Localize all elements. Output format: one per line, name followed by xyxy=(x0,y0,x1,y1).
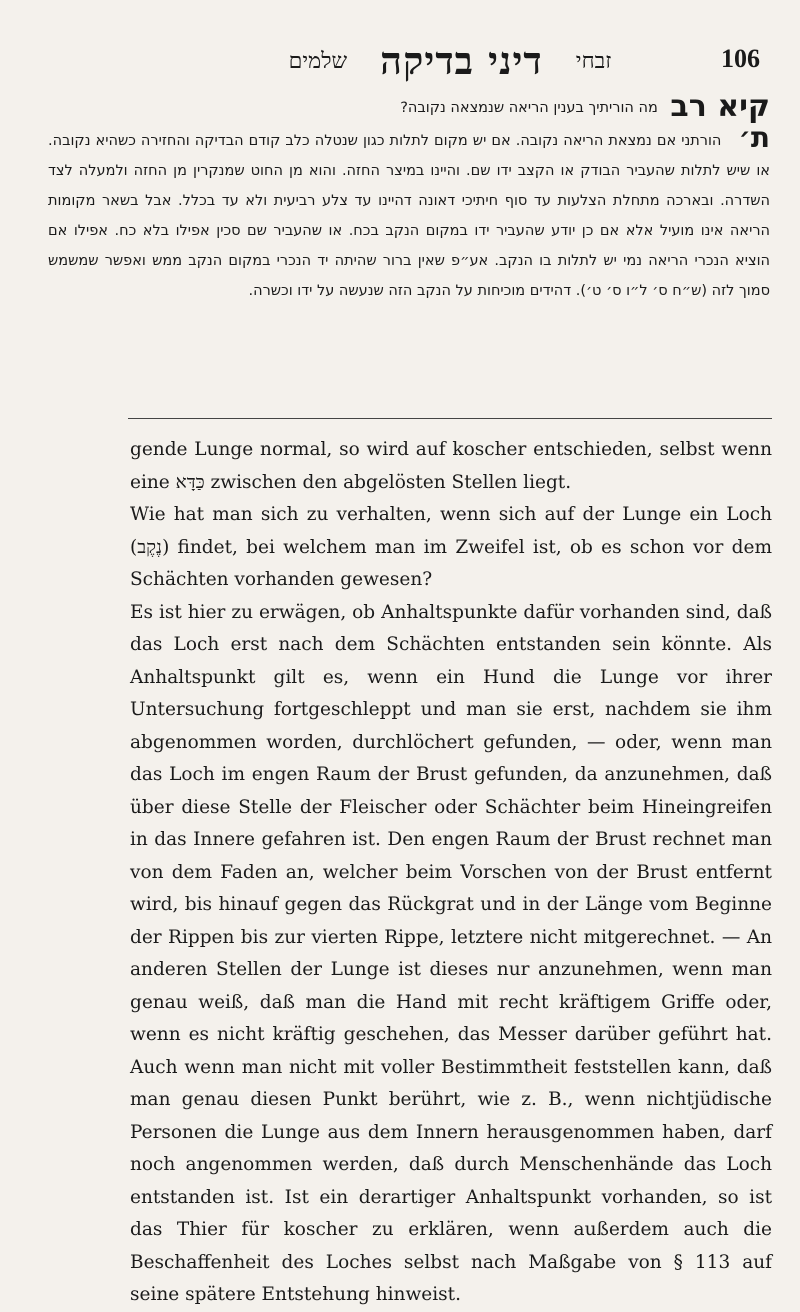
hebrew-text-block xyxy=(48,89,771,306)
german-question-text: Wie hat man sich zu verhalten, wenn sich auf der Lunge ein Loch (נֶקֶב) findet, bei welchem man im Zweifel ist, ob es schon vor dem Schächten vorhanden gewesen? xyxy=(130,504,772,590)
hebrew-heading-lead: קיא רב xyxy=(670,89,770,124)
hebrew-heading-text: מה הוריתיך בענין הריאה שנמצאה נקובה? xyxy=(400,100,658,116)
german-intro: gende Lunge normal, so wird auf koscher entschieden, selbst wenn eine כַּדָּא zwischen den abgelösten Stellen liegt. xyxy=(130,439,772,493)
german-text-block xyxy=(40,434,772,1312)
hebrew-answer xyxy=(48,123,770,306)
hebrew-answer-text: הורתני אם נמצאת הריאה נקובה. אם יש מקום לתלות כגון שנטלה כלב קודם הבדיקה והחזירה כשהיא נקובה. או שיש לתלות שהעביר הבודק או הקצב ידו שם. והיינו במיצר החזה. והוא מן החוט שמנקרין מן החזה ולמעלה לצד השדרה. ובארכה מתחלת הצלעות עד סוף חיתיכי דאונה דהיינו עד צלע רביעית ולא עד בכלל. אבל בשאר מקומות הריאה אינו מועיל אלא אם כן יודע שהעביר ידו במקום הנקב בכח. או שהעביר שם סכין אפילו בלא כח. אפילו אם הוציא הנכרי הריאה נמי יש לתלות בו הנקב. אע״פ שאין ברור שהיתה יד הנכרי במקום הנקב ממש ואפשר שמשמש סמוך לזה (ש״ח ס׳ ל״ו ס׳ ט׳). דהידים מוכיחות על הנקב הזה שנעשה על ידו וכשרה. xyxy=(48,133,770,299)
running-title xyxy=(240,38,660,84)
german-answer: Es ist hier zu erwägen, ob Anhaltspunkte dafür vorhanden sind, daß das Loch erst nach dem Schächten entstanden sein könnte. Als Anhaltspunkt gilt es, wenn ein Hund die Lunge vor ihrer Untersuchung fortgeschleppt und man sie erst, nachdem sie ihm abgenommen worden, durchlöchert gefunden, — oder, wenn man das Loch im engen Raum der Brust gefunden, da anzunehmen, daß über diese Stelle der Fleischer oder Schächter beim Hineingreifen in das Innere gefahren ist. Den engen Raum der Brust rechnet man von dem Faden an, welcher beim Vorschen von der Brust entfernt wird, bis hinauf gegen das Rückgrat und in der Länge vom Beginne der Rippen bis zur vierten Rippe, letztere nicht mitgerechnet. — An anderen Stellen der Lunge ist dieses nur anzunehmen, wenn man genau weiß, daß man die Hand mit recht kräftigem Griffe oder, wenn es nicht kräftig geschehen, das Messer darüber geführt hat. Auch wenn man nicht mit voller Bestimmtheit feststellen kann, daß man genau diesen Punkt berührt, wie z. B., wenn nichtjüdische Personen die Lunge aus dem Innern herausgenommen haben, darf noch angenommen werden, daß durch Menschenhände das Loch entstanden ist. Ist ein derartiger Anhaltspunkt vorhanden, so ist das Thier für koscher zu erklären, wenn außerdem auch die Beschaffenheit des Loches selbst nach Maßgabe von § 113 auf seine spätere Entstehung hinweist. xyxy=(130,601,772,1305)
page-header xyxy=(0,38,800,88)
running-title-right: זבחי xyxy=(575,49,612,74)
running-title-left: שלמים xyxy=(288,49,348,74)
hebrew-answer-lead: ת׳ xyxy=(738,121,771,154)
hebrew-heading xyxy=(48,89,770,124)
german-question xyxy=(40,499,772,597)
page-number: 106 xyxy=(721,44,760,73)
divider-rule xyxy=(128,418,772,419)
paragraph-number xyxy=(40,499,130,532)
running-title-center: דיני בדיקה xyxy=(380,38,543,83)
